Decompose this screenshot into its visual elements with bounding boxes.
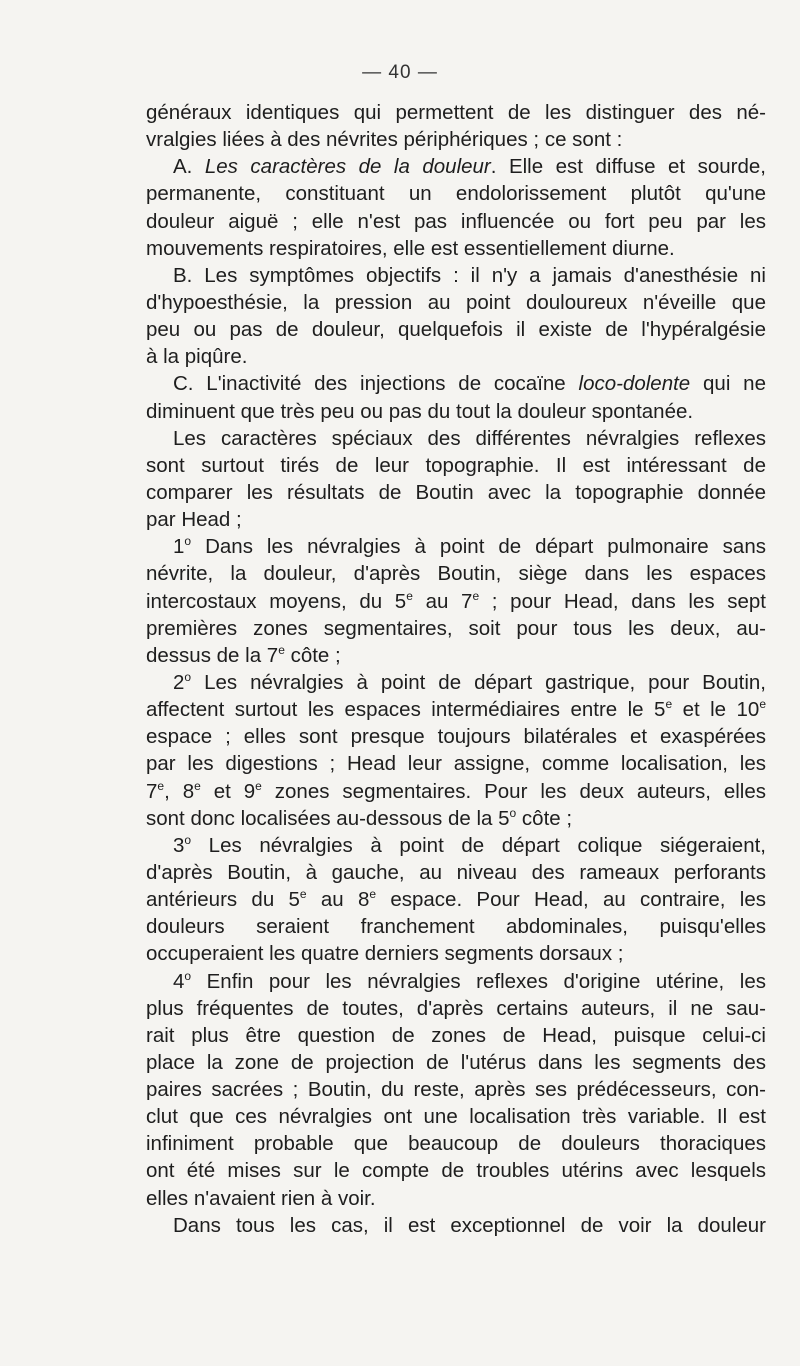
- text-run: 4: [173, 969, 185, 993]
- text-line: [146, 153, 766, 180]
- text-run: zones segmentaires. Pour les deux auteurs, elles: [261, 779, 767, 803]
- text-run: affectent surtout les espaces intermédiaires entre le 5: [146, 698, 666, 722]
- text-run: A.: [173, 155, 205, 179]
- superscript: o: [509, 805, 517, 820]
- superscript: e: [406, 588, 413, 603]
- text-line: occuperaient les quatre derniers segments dorsaux ;: [146, 942, 624, 966]
- text-run: côte ;: [284, 643, 341, 667]
- text-line: [146, 886, 766, 913]
- text-run: et le 10: [672, 698, 760, 722]
- text-line: [146, 968, 766, 995]
- text-line: [146, 642, 766, 669]
- text-run: au 8: [306, 888, 370, 912]
- text-run: Les névralgies à point de départ gastrique, pour Boutin,: [191, 670, 766, 694]
- text-run: 7: [146, 779, 158, 803]
- text-run: Dans les névralgies à point de départ pulmonaire sans: [191, 535, 766, 559]
- text-line: Dans tous les cas, il est exceptionnel de voir la douleur: [173, 1213, 766, 1237]
- text-line: espace ; elles sont presque toujours bilatérales et exaspérées: [146, 725, 766, 749]
- text-line: [146, 669, 766, 696]
- text-line: paires sacrées ; Boutin, du reste, après ses prédécesseurs, con-: [146, 1078, 766, 1102]
- text-line: d'après Boutin, à gauche, au niveau des rameaux perforants: [146, 860, 766, 884]
- text-line: sont surtout tirés de leur topographie. Il est intéressant de: [146, 453, 766, 477]
- text-line: B. Les symptômes objectifs : il n'y a jamais d'anesthésie ni: [173, 263, 766, 287]
- text-run: intercostaux moyens, du 5: [146, 589, 407, 613]
- text-run: dessus de la 7: [146, 643, 279, 667]
- text-run: et 9: [200, 779, 256, 803]
- superscript: o: [184, 832, 192, 847]
- text-line: vralgies liées à des névrites périphériques ; ce sont :: [146, 128, 623, 152]
- text-run: antérieurs du 5: [146, 888, 300, 912]
- superscript: e: [278, 642, 285, 657]
- text-line: névrite, la douleur, d'après Boutin, siège dans les espaces: [146, 562, 766, 586]
- text-line: douleur aiguë ; elle n'est pas influencée ou fort peu par les: [146, 209, 766, 233]
- italic-text: loco-dolente: [578, 372, 691, 396]
- text-run: Enfin pour les névralgies reflexes d'origine utérine, les: [191, 969, 766, 993]
- text-run: ; pour Head, dans les sept: [479, 589, 766, 613]
- superscript: o: [184, 669, 192, 684]
- text-line: Les caractères spéciaux des différentes névralgies reflexes: [173, 426, 766, 450]
- text-run: 2: [173, 670, 185, 694]
- text-line: [146, 370, 766, 397]
- text-line: ont été mises sur le compte de troubles utérins avec lesquels: [146, 1159, 766, 1183]
- text-line: à la piqûre.: [146, 345, 248, 369]
- text-line: mouvements respiratoires, elle est essentiellement diurne.: [146, 236, 675, 260]
- text-run: , 8: [164, 779, 195, 803]
- text-line: diminuent que très peu ou pas du tout la douleur spontanée.: [146, 399, 694, 423]
- text-line: [146, 778, 766, 805]
- text-line: comparer les résultats de Boutin avec la topographie donnée: [146, 480, 766, 504]
- text-line: clut que ces névralgies ont une localisation très variable. Il est: [146, 1105, 766, 1129]
- text-run: qui ne: [690, 372, 766, 396]
- text-run: Les névralgies à point de départ colique siégeraient,: [191, 833, 766, 857]
- italic-text: Les caractères de la douleur: [204, 155, 491, 179]
- text-line: [146, 805, 766, 832]
- text-run: 3: [173, 833, 185, 857]
- text-line: premières zones segmentaires, soit pour tous les deux, au-: [146, 616, 766, 640]
- superscript: e: [759, 697, 766, 712]
- text-line: par Head ;: [146, 508, 242, 532]
- text-line: infiniment probable que beaucoup de douleurs thoraciques: [146, 1132, 766, 1156]
- page-number: — 40 —: [362, 62, 438, 83]
- superscript: e: [255, 778, 262, 793]
- text-line: d'hypoesthésie, la pression au point douloureux n'éveille que: [146, 290, 766, 314]
- superscript: o: [184, 968, 192, 983]
- text-run: C. L'inactivité des injections de cocaïne: [173, 372, 579, 396]
- superscript: e: [299, 887, 307, 902]
- text-run: côte ;: [516, 806, 573, 830]
- text-line: [146, 696, 766, 723]
- text-line: place la zone de projection de l'utérus dans les segments des: [146, 1050, 766, 1074]
- text-line: elles n'avaient rien à voir.: [146, 1186, 376, 1210]
- text-line: plus fréquentes de toutes, d'après certains auteurs, il ne sau-: [146, 996, 766, 1020]
- superscript: e: [157, 778, 165, 793]
- text-run: au 7: [412, 589, 473, 613]
- superscript: e: [472, 588, 480, 603]
- text-line: douleurs seraient franchement abdominales, puisqu'elles: [146, 915, 766, 939]
- text-line: par les digestions ; Head leur assigne, comme localisation, les: [146, 752, 766, 776]
- text-run: espace. Pour Head, au contraire, les: [376, 888, 766, 912]
- text-line: peu ou pas de douleur, quelquefois il existe de l'hypéralgésie: [146, 318, 766, 342]
- text-run: 1: [173, 535, 185, 559]
- text-line: généraux identiques qui permettent de les distinguer des né-: [146, 101, 766, 124]
- text-run: sont donc localisées au-dessous de la 5: [146, 806, 510, 830]
- text-run: . Elle est diffuse et sourde,: [490, 155, 766, 179]
- body-text: [146, 99, 766, 1239]
- text-line: [146, 533, 766, 560]
- superscript: e: [194, 778, 201, 793]
- text-line: [146, 588, 766, 615]
- text-line: permanente, constituant un endolorissement plutôt qu'une: [146, 182, 766, 206]
- superscript: e: [665, 697, 673, 712]
- text-line: [146, 832, 766, 859]
- superscript: o: [184, 534, 192, 549]
- superscript: e: [369, 887, 377, 902]
- text-line: rait plus être question de zones de Head, puisque celui-ci: [146, 1023, 766, 1047]
